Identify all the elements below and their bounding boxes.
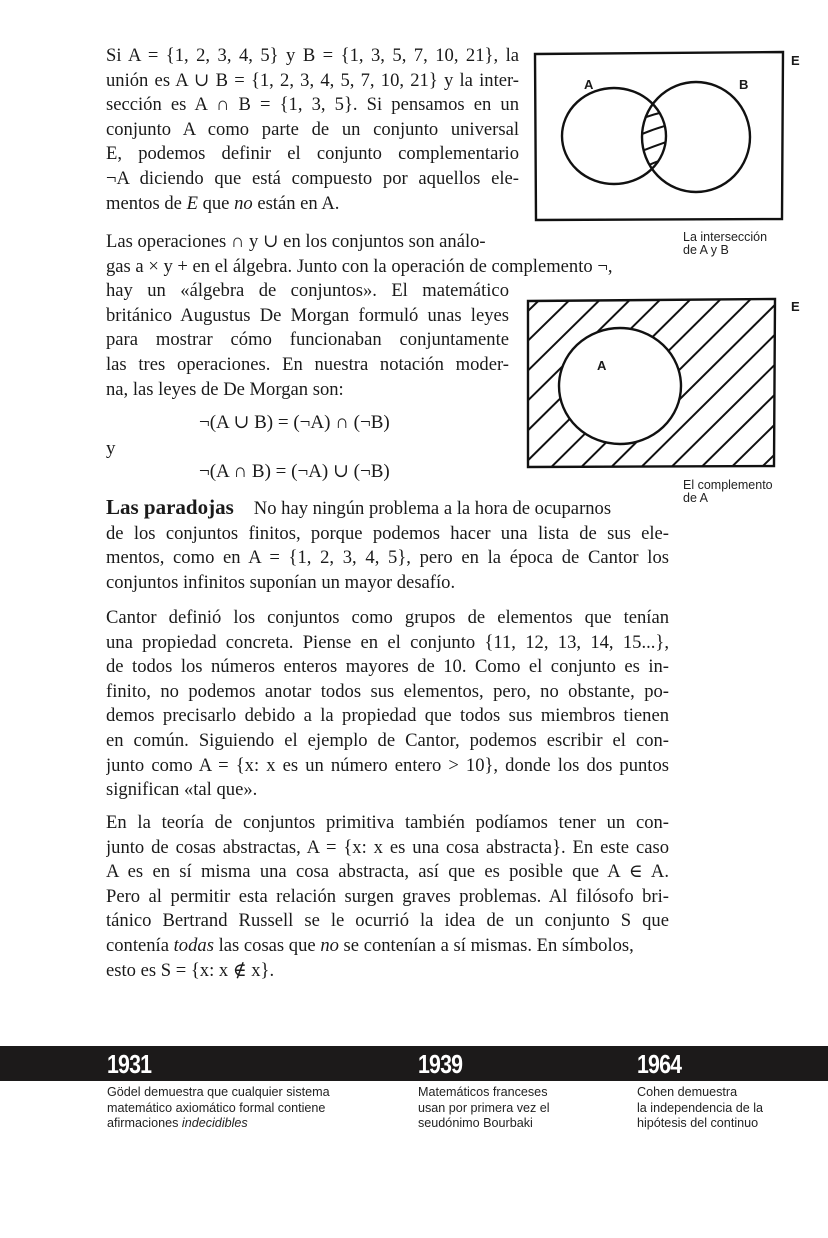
text-line: significan «tal que».: [106, 779, 258, 801]
text-line: junto como A = {x: x es un número entero > 10}, donde los dos puntos: [106, 754, 669, 776]
text-line: británico Augustus De Morgan formuló unas leyes: [106, 304, 509, 326]
text-line: Las operaciones ∩ y ∪ en los conjuntos son análo-: [106, 231, 486, 252]
timeline-description-1964: Cohen demuestra la independencia de la hipótesis del continuo: [637, 1085, 764, 1130]
text-line: E, podemos definir el conjunto complementario: [106, 143, 519, 165]
timeline-description-1931: Gödel demuestra que cualquier sistema matemático axiomático formal contiene afirmaciones indecidibles: [107, 1085, 330, 1130]
set-a-circle: [562, 88, 666, 184]
timeline-year-1939: 1939: [418, 1049, 463, 1079]
text-line: Si A = {1, 2, 3, 4, 5} y B = {1, 3, 5, 7, 10, 21}, la: [106, 45, 519, 66]
text-line: En la teoría de conjuntos primitiva también podíamos tener un con-: [106, 812, 669, 833]
text-line: esto es S = {x: x ∉ x}.: [106, 959, 275, 981]
text-line: gas a × y + en el álgebra. Junto con la operación de complemento ¬,: [106, 255, 613, 277]
text-line: ¬A diciendo que está compuesto por aquellos ele-: [106, 167, 519, 189]
universe-rectangle: [528, 299, 775, 467]
set-a-label: A: [597, 358, 607, 373]
text-line: para mostrar cómo funcionaban conjuntamente: [106, 329, 509, 351]
text-line: finito, no podemos anotar todos sus elementos, pero, no obstante, po-: [106, 680, 669, 702]
section-paradoxes: [106, 495, 669, 595]
text-line: de todos los números enteros mayores de 10. Como el conjunto es in-: [106, 656, 669, 678]
de-morgan-law-1: ¬(A ∪ B) = (¬A) ∩ (¬B): [199, 412, 390, 433]
text-line: Las paradojas No hay ningún problema a la hora de ocuparnos: [106, 495, 612, 519]
set-b-circle: [642, 82, 750, 192]
figure-caption-intersection: La intersección de A y B: [683, 230, 768, 257]
text-line: de los conjuntos finitos, porque podemos hacer una lista de sus ele-: [106, 522, 669, 544]
venn-diagram-intersection: [520, 40, 828, 230]
section-heading: Las paradojas: [106, 495, 234, 519]
text-line: las tres operaciones. En nuestra notación moder-: [106, 353, 509, 375]
formula-connector: y: [106, 438, 116, 459]
universe-label: E: [791, 53, 800, 68]
text-line: Cantor definió los conjuntos como grupos de elementos que tenían: [106, 607, 669, 628]
timeline-description-1939: Matemáticos franceses usan por primera vez el seudónimo Bourbaki: [418, 1085, 550, 1130]
figure-caption-complement: El complemento de A: [683, 478, 773, 505]
timeline-year-1964: 1964: [637, 1049, 682, 1079]
text-line: A es en sí misma una cosa abstracta, así que es posible que A ∈ A.: [106, 861, 669, 883]
text-line: unión es A ∪ B = {1, 2, 3, 4, 5, 7, 10, 21} y la inter-: [106, 69, 519, 91]
text-line: tánico Bertrand Russell se le ocurrió la idea de un conjunto S que: [106, 910, 669, 932]
set-a-label: A: [584, 77, 594, 92]
paragraph-set-operations: [106, 44, 519, 216]
venn-diagram-complement: [515, 285, 828, 480]
text-line: conjuntos infinitos suponían un mayor desafío.: [106, 571, 456, 593]
text-line: contenía todas las cosas que no se contenían a sí mismas. En símbolos,: [106, 934, 634, 956]
universe-label: E: [791, 299, 800, 314]
paragraph-russell: [106, 811, 669, 983]
text-line: conjunto A como parte de un conjunto universal: [106, 118, 519, 140]
text-line: mentos, como en A = {1, 2, 3, 4, 5}, pero en la época de Cantor los: [106, 547, 669, 569]
text-line: en común. Siguiendo el ejemplo de Cantor, podemos escribir el con-: [106, 729, 669, 751]
timeline-year-1931: 1931: [107, 1049, 152, 1079]
text-line: sección es A ∩ B = {1, 3, 5}. Si pensamos en un: [106, 94, 519, 116]
text-line: junto de cosas abstractas, A = {x: x es una cosa abstracta}. En este caso: [106, 836, 669, 858]
figure-complement: [515, 285, 828, 515]
set-b-label: B: [739, 77, 749, 92]
text-line: na, las leyes de De Morgan son:: [106, 378, 344, 400]
text-line: demos precisarlo debido a la propiedad que todos sus miembros tienen: [106, 705, 669, 727]
text-line: Pero al permitir esta relación surgen graves problemas. Al filósofo bri-: [106, 885, 669, 907]
text-line: hay un «álgebra de conjuntos». El matemático: [106, 280, 509, 302]
text-line: mentos de E que no están en A.: [106, 192, 340, 214]
paragraph-cantor: [106, 606, 669, 803]
de-morgan-law-2: ¬(A ∩ B) = (¬A) ∪ (¬B): [199, 461, 390, 482]
text-line: una propiedad concreta. Piense en el conjunto {11, 12, 13, 14, 15...},: [106, 631, 669, 653]
